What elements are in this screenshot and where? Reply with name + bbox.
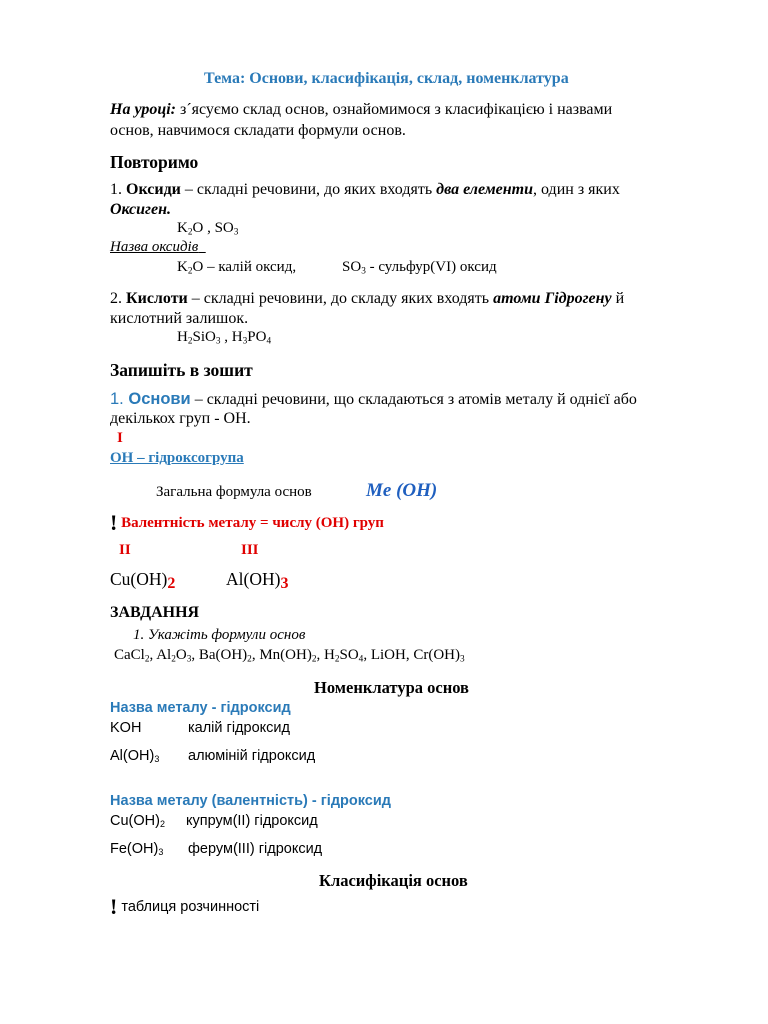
intro-label: На уроці: — [110, 101, 177, 118]
general-formula: Me (OH) — [366, 480, 438, 501]
repeat-heading: Повторимо — [110, 152, 199, 172]
koh-formula: KOH — [110, 720, 142, 736]
notebook-heading: Запишіть в зошит — [110, 360, 253, 380]
bases-line-2: декількох груп - ОН. — [110, 410, 251, 427]
task-heading: ЗАВДАННЯ — [110, 604, 200, 621]
oxides-term: Оксиди — [126, 181, 181, 198]
formula-subscript: 2 — [247, 654, 252, 665]
example-aloh3: Al(OH)3 — [226, 569, 289, 592]
formula-part: , — [149, 647, 157, 663]
task-formulas — [114, 647, 465, 664]
formula-subscript: 3 — [186, 654, 192, 665]
formula-subscript: 2 — [171, 654, 176, 665]
bases-line-1: 1. Основи – складні речовини, що складаються з атомів металу й однієї або — [110, 390, 637, 408]
acids-formulas: $H_2SiO_3$ , $H_3PO_4$ — [177, 329, 272, 347]
bases-term: Основи — [128, 390, 191, 408]
formula-part: O — [175, 647, 187, 663]
formula-part: , H — [316, 647, 335, 663]
task-item: 1. Укажіть формули основ — [133, 627, 306, 643]
feoh3-formula: $Fe(OH)_3$ — [110, 841, 164, 858]
roman-three: ІІІ — [241, 542, 259, 558]
exclaim-mark: ! — [110, 510, 118, 535]
nomenclature-heading: Номенклатура основ — [314, 678, 469, 697]
valence-rule-line — [110, 510, 384, 535]
formula-subscript: 4 — [358, 654, 364, 665]
nomenclature-rule-2: Назва металу (валентність) - гідроксид — [110, 793, 391, 809]
cuoh2-formula: $Cu(OH)_2$ — [110, 813, 165, 830]
acids-line-2: кислотний залишок. — [110, 310, 249, 327]
oxides-formulas: $K_2O$ , $SO_3$ — [177, 220, 239, 238]
oxide-name-1: $K_2O$ – калій оксид, — [177, 259, 297, 277]
page-title: Тема: Основи, класифікація, склад, номенклатура — [204, 70, 569, 87]
formula-part: , LiOH, Cr(OH) — [363, 647, 460, 663]
formula-part: Al — [156, 647, 172, 663]
general-formula-label: Загальна формула основ — [156, 484, 312, 500]
koh-name: калій гідроксид — [188, 720, 290, 736]
aloh3-name: алюміній гідроксид — [188, 748, 316, 764]
classification-note-line — [110, 894, 259, 919]
acids-line-1: 2. Кислоти – складні речовини, до складу яких входять атоми Гідрогену й — [110, 290, 625, 307]
formula-part: , Ba(OH) — [191, 647, 248, 663]
formula-subscript: 2 — [334, 654, 340, 665]
example-cuoh2: Cu(OH)2 — [110, 569, 176, 592]
nomenclature-rule-1: Назва металу - гідроксид — [110, 700, 291, 716]
formula-subscript: 2 — [144, 654, 150, 665]
intro-line-2: основ, навчимося складати формули основ. — [110, 122, 406, 139]
classification-heading: Класифікація основ — [319, 871, 468, 890]
oh-group: ОН – гідроксогрупа — [110, 450, 244, 466]
oxide-name-2: $SO_3$ - сульфур(VI) оксид — [342, 259, 497, 277]
valence-rule: Валентність металу = числу (ОН) груп — [121, 515, 384, 531]
roman-one: І — [117, 430, 123, 446]
oxides-line-2: Оксиген. — [110, 201, 171, 218]
formula-part: SO — [339, 647, 359, 663]
oxides-names-label: Назва оксидів — [110, 239, 199, 255]
aloh3-formula: $Al(OH)_3$ — [110, 748, 160, 765]
formula-subscript: 3 — [459, 654, 465, 665]
feoh3-name: ферум(ІІІ) гідроксид — [188, 841, 323, 857]
exclaim-mark-2: ! — [110, 894, 118, 919]
formula-part: , Mn(OH) — [251, 647, 312, 663]
intro-text-1: з´ясуємо склад основ, ознайомимося з класифікацією і назвами — [176, 101, 613, 118]
formula-subscript: 2 — [311, 654, 317, 665]
classification-note: таблиця розчинності — [117, 899, 260, 915]
cuoh2-name: купрум(ІІ) гідроксид — [186, 813, 318, 829]
formula-part: CaCl — [114, 647, 145, 663]
acids-term: Кислоти — [126, 290, 188, 307]
roman-two: ІІ — [119, 542, 131, 558]
oxides-line-1: 1. Оксиди – складні речовини, до яких входять два елементи, один з яких — [110, 181, 620, 198]
intro-line-1 — [110, 101, 612, 119]
